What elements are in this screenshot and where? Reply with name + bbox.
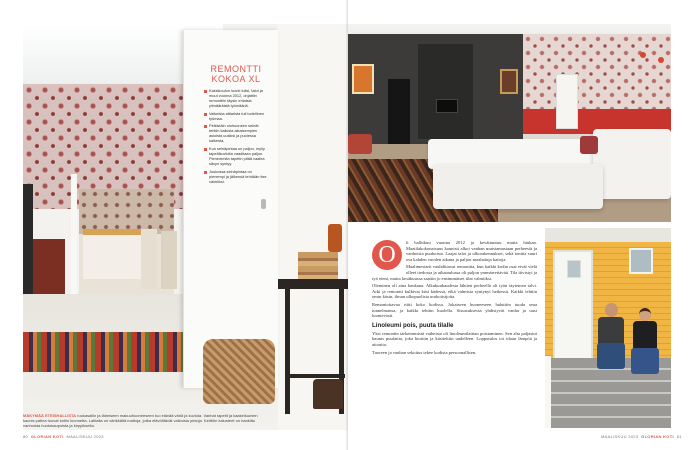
sidebar-item: Kun seinäpintaa on paljon, mylly tapettikuvioita vaaditaan paljon. Pienemmän tapetin pitää vaalea sävyn syntyy. — [204, 147, 268, 167]
framed-painting — [500, 69, 518, 94]
magazine-name: GLORIAN KOTI — [30, 434, 64, 439]
man-jeans — [597, 343, 625, 369]
man-head — [605, 303, 618, 317]
black-stove — [388, 79, 410, 149]
sidebar-title: REMONTTI KOKOA XL — [210, 64, 262, 84]
bed — [83, 229, 143, 279]
article-paragraph: li hallitkuu vuonna 2012 ja kevättuntuu mutta hiukan. Maatilakokonaisuus kaunisti alkoi vanhan muistamastaan perheestä ja vanhoista puuhoista. Laajat talot ja ulkorakennukset, sekä tonttia suuri osa kahden vuoden aikana ja paljon maalattuja kattoja. — [406, 240, 537, 262]
pendant-lamp-icon — [640, 52, 646, 58]
sidebar-list — [204, 89, 268, 184]
living-room-photo — [348, 24, 671, 222]
article-paragraph: Tuoreen ja vanhan sekoitus tekee kodista persoonallisen. — [372, 349, 477, 355]
right-page — [348, 0, 696, 450]
sofa-corner — [593, 129, 671, 199]
sidebar-item: Joukossa seinäpintaa on pienempi ja jälkensä tehdään itse valmiiksi. — [204, 170, 268, 185]
woman-figure — [629, 308, 661, 388]
issue-date: MAALISKUU 2023 — [601, 434, 639, 439]
white-sofa — [433, 164, 603, 209]
cushion — [580, 136, 598, 154]
black-cabinet — [23, 184, 33, 304]
striped-rug — [23, 332, 188, 372]
couple-photo — [545, 228, 671, 428]
page-number: 81 — [676, 434, 682, 439]
renovation-sidebar — [204, 64, 268, 239]
wicker-basket — [203, 339, 275, 404]
woman-jeans — [631, 348, 659, 374]
issue-date: MAALISKUU 2023 — [66, 434, 104, 439]
chair — [141, 229, 157, 289]
magazine-name: GLORIAN KOTI — [641, 434, 674, 439]
woman-top — [633, 321, 657, 351]
table-leg — [285, 289, 290, 414]
caption-text: ruokasaliin ja läheiseen makuuhuoneeseen tuo elävää väriä ja kuviota. Vanhat tapetit ja kaakeliuunien kaunis patina tuovat kotiin luonnetta. Lattialla on värikkäitä mattoja, jotka elävöittävät valkoisia pintoja. Keittiön kalusteet on hankittu vanhoista huutokaupoista ja kirppikselta. — [23, 413, 258, 428]
photo-caption — [23, 413, 258, 428]
television — [436, 99, 458, 113]
boots — [313, 379, 343, 409]
article-paragraph: Maalimestarit vauhdittavat remonttia, kun kaikki kodin osat eivät vielä olleet tiedossa ja aikataulussa oli paljon ymmärrettävää. Tila tiivistyi ja työ eteni, mutta kesäkuussa saatiin jo ensimmäiset tilat valmiiksi. — [372, 264, 537, 281]
porch-ceiling — [545, 228, 671, 242]
vase — [328, 224, 342, 252]
sidebar-item: Pelkistäin olohuoneen seinät tehtiin kaikista aikaisempien asioista uusiksi ja puolessa kaikesta. — [204, 124, 268, 144]
white-door — [556, 74, 578, 129]
console-table — [278, 279, 348, 289]
article-body — [372, 240, 537, 432]
folio-right — [601, 434, 682, 439]
folio-left — [23, 434, 104, 439]
man-figure — [595, 303, 627, 383]
sidebar-item: Kaksikoulun luonti tulisi, talot ja muut vuonna 2012, ohjattiin remonttiin täysin erilaisia ylimääräisiä työmääriä. — [204, 89, 268, 109]
patterned-wallpaper — [523, 34, 671, 109]
window — [629, 248, 653, 274]
article-subheading: Linoleumi pois, puuta tilalle — [372, 321, 454, 329]
chair — [161, 231, 177, 289]
railing — [545, 356, 551, 428]
red-ottoman — [348, 134, 372, 154]
table-shelf — [285, 374, 345, 378]
red-cabinet — [33, 239, 65, 294]
pendant-lamp-icon — [658, 57, 664, 63]
article-paragraph: Oleminen oli aina kaukana. Alkukuukaudesta lähtien perheellä oli työn täyteinen talvi. Arki ja remontti kulkivat käsi kädessä, eikä valmista syntynyt hetkessä. Kaikki tehtiin omin käsin, ilman ulkopuolisia urakoitsijoita. — [372, 283, 537, 300]
drop-cap: O — [372, 240, 402, 270]
door-window — [567, 260, 581, 278]
inner-room-wallpaper — [79, 189, 174, 234]
stacked-books — [298, 252, 338, 279]
page-number: 80 — [23, 434, 29, 439]
woman-head — [639, 308, 651, 321]
caption-lead: MÄKYMÄÄ ETEISHALLISTA — [23, 413, 77, 418]
sidebar-item: Vaikeista alttarista tuli todellinen työmaa. — [204, 112, 268, 122]
article-paragraph: Yksi remontin tärkeimmistä vaiheista oli linoleumilattian poistaminen. Sen alta paljastui kaunis puulattia, joka hiottiin ja käsiteltiin uudelleen. Lopputulos toi tilaan lämpöä ja aitoutta. — [372, 330, 537, 347]
dark-panel — [418, 44, 473, 139]
article-paragraph: Remontoitavaa riitti koko kodissa. Jokaiseen huoneeseen haluttiin tuoda oma tunnelmansa, ja kaikki tehtiin huolella. Sisustuksessa yhdistyvät vanha ja uusi luontevasti. — [372, 301, 537, 319]
orange-painting — [352, 64, 374, 94]
door-frame — [71, 174, 77, 304]
hallway-photo — [23, 24, 348, 430]
